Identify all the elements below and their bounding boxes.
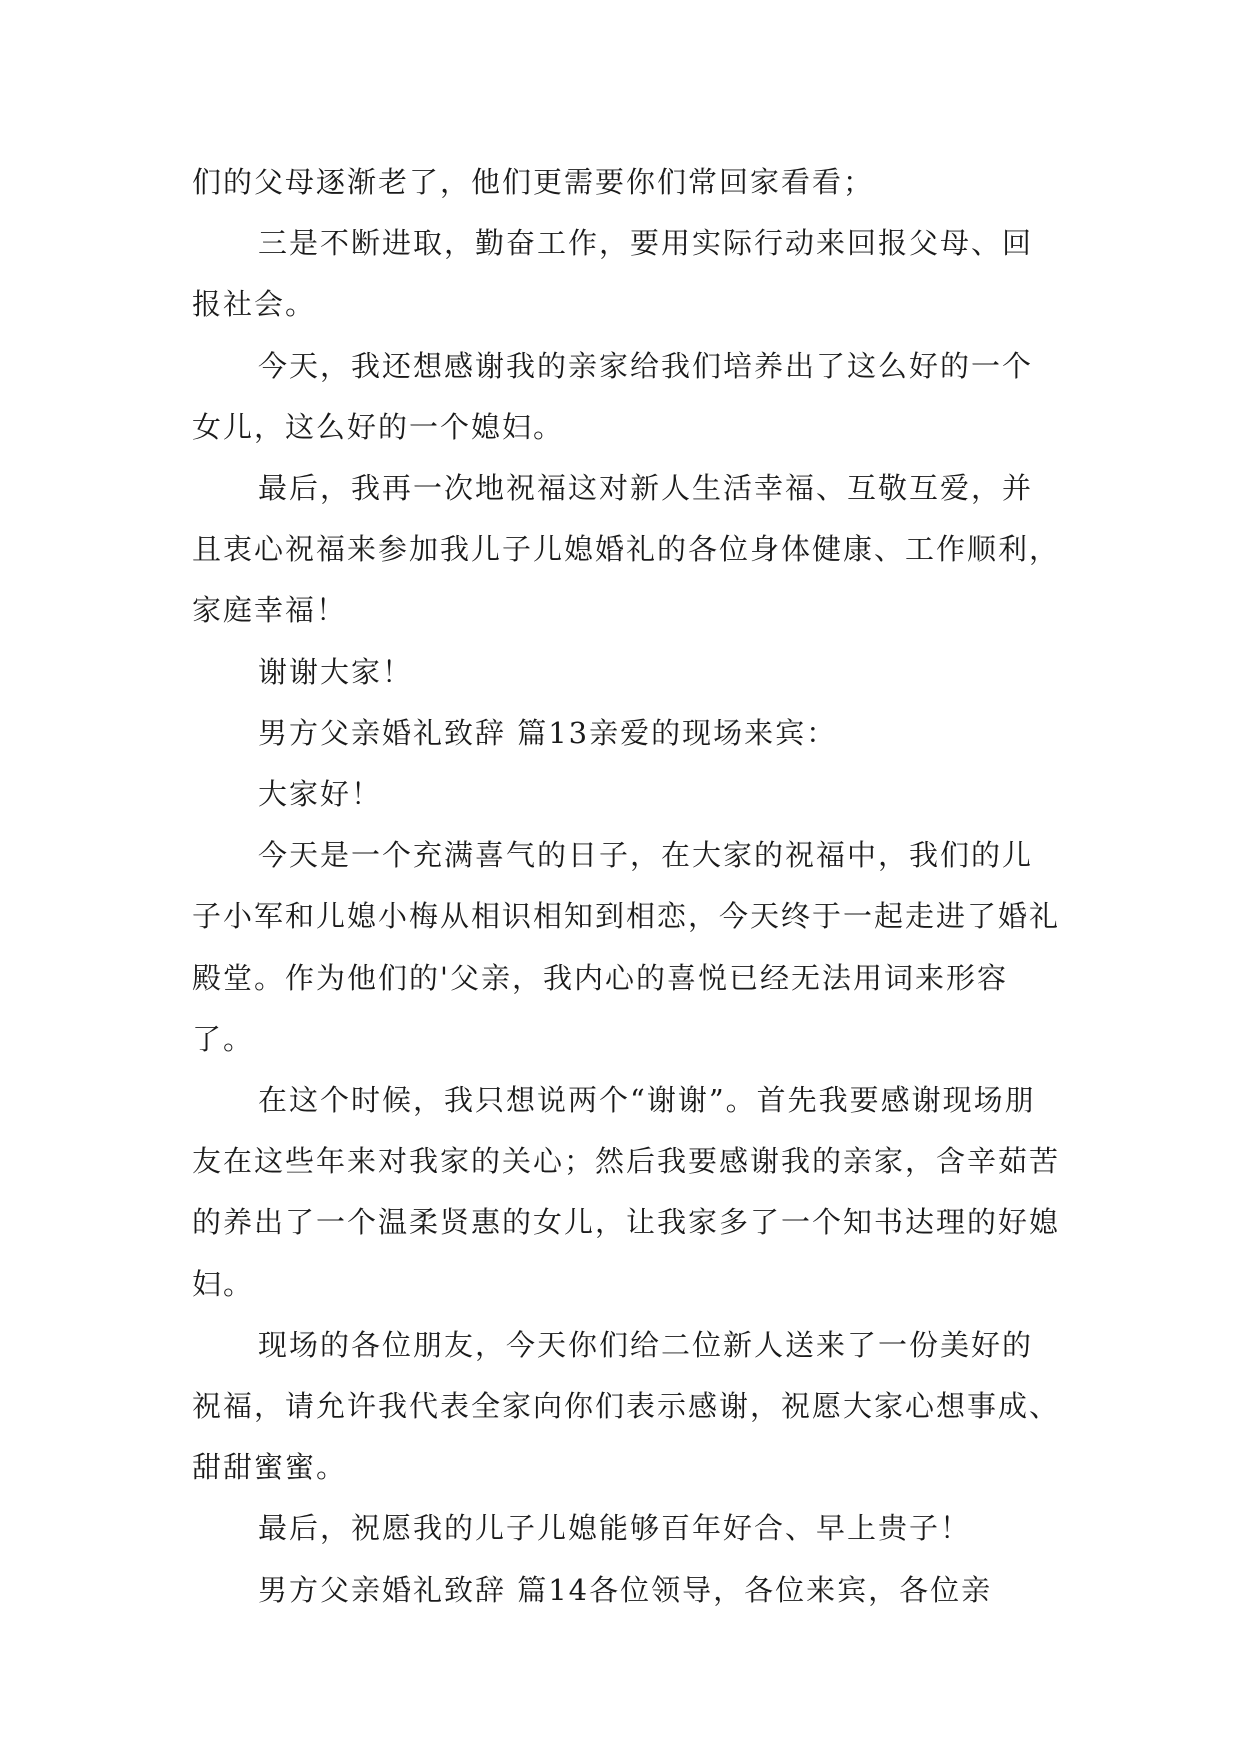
paragraph-10: 现场的各位朋友，今天你们给二位新人送来了一份美好的祝福，请允许我代表全家向你们表示感谢，祝愿大家心想事成、甜甜蜜蜜。 [192,1327,1061,1485]
paragraph-3: 今天，我还想感谢我的亲家给我们培养出了这么好的一个女儿，这么好的一个媳妇。 [192,348,1034,444]
paragraph-11: 最后，祝愿我的儿子儿媳能够百年好合、早上贵子！ [258,1511,972,1546]
paragraph-9: 在这个时候，我只想说两个“谢谢”。首先我要感谢现场朋友在这些年来对我家的关心；然后我要感谢我的亲家，含辛茹苦的养出了一个温柔贤惠的女儿，让我家多了一个知书达理的好媳妇。 [192,1083,1061,1301]
section-heading-13: 男方父亲婚礼致辞 篇13亲爱的现场来宾： [258,715,838,750]
paragraph-5: 谢谢大家！ [258,654,414,689]
paragraph-8: 今天是一个充满喜气的日子，在大家的祝福中，我们的儿子小军和儿媳小梅从相识相知到相恋，今天终于一起走进了婚礼殿堂。作为他们的'父亲，我内心的喜悦已经无法用词来形容了。 [192,838,1061,1056]
paragraph-2: 三是不断进取，勤奋工作，要用实际行动来回报父母、回报社会。 [192,226,1034,322]
paragraph-greeting: 大家好！ [258,777,383,812]
paragraph-1: 们的父母逐渐老了，他们更需要你们常回家看看； [192,165,875,199]
section-heading-14: 男方父亲婚礼致辞 篇14各位领导，各位来宾，各位亲 [258,1572,993,1607]
document-body [192,152,1060,1621]
paragraph-4: 最后，我再一次地祝福这对新人生活幸福、互敬互爱，并且衷心祝福来参加我儿子儿媳婚礼的各位身体健康、工作顺利，家庭幸福！ [192,471,1061,628]
